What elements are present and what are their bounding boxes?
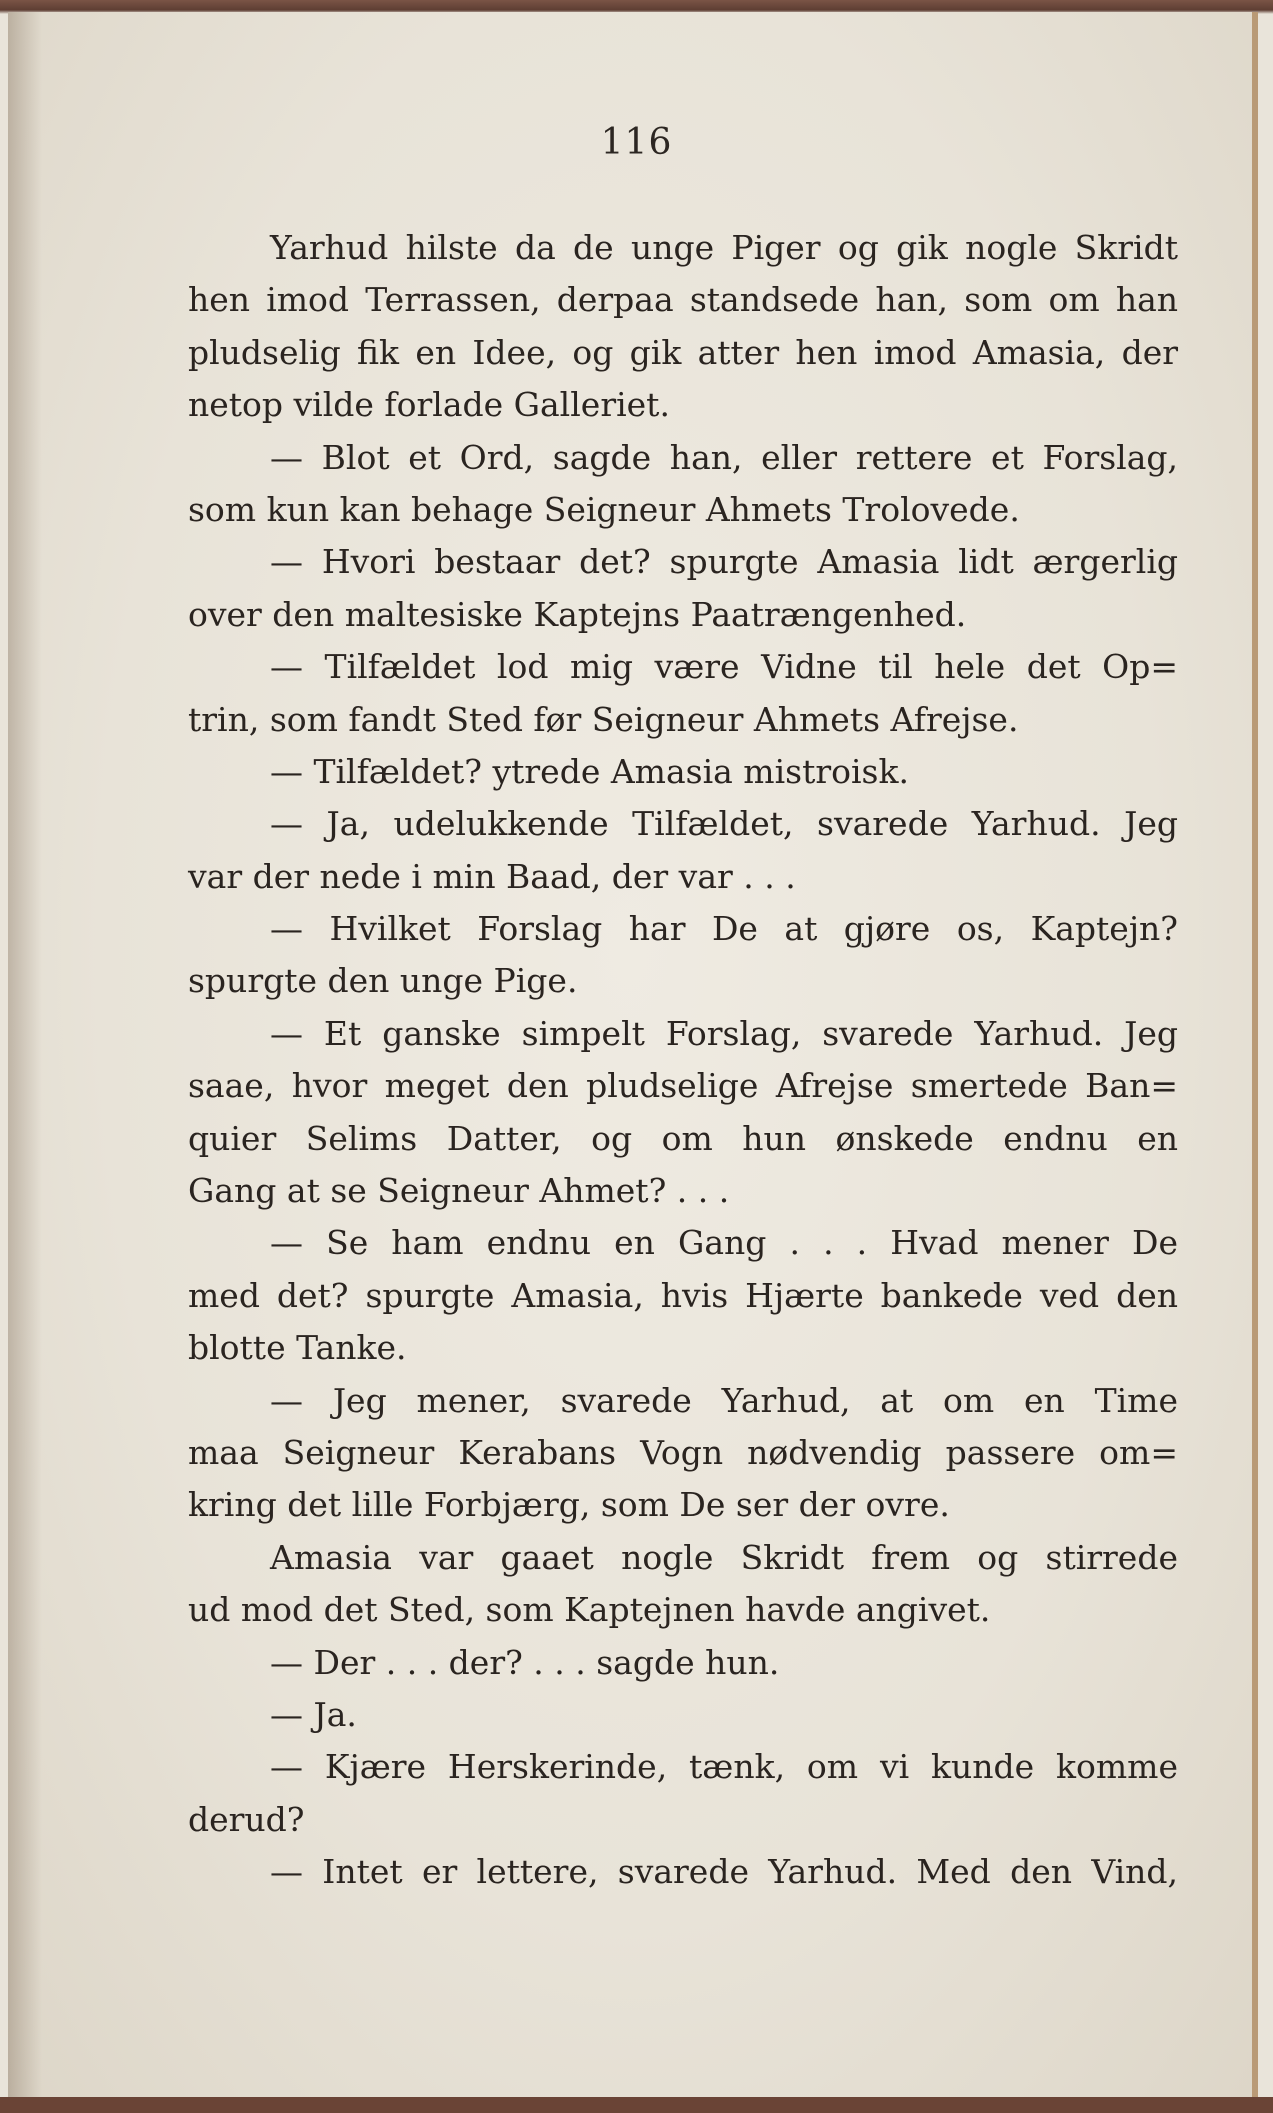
text-line: — Tilfældet? ytrede Amasia mistroisk.	[270, 751, 909, 791]
spine-shadow	[8, 12, 42, 2097]
text-line: — Ja.	[270, 1694, 357, 1734]
text-line: — Jeg mener, svarede Yarhud, at om en Time	[270, 1380, 1178, 1420]
text-line: — Intet er lettere, svarede Yarhud. Med den Vind,	[270, 1852, 1178, 1892]
text-line: kring det lille Forbjærg, som De ser der ovre.	[188, 1485, 950, 1525]
text-line: — Ja, udelukkende Tilfældet, svarede Yarhud. Jeg	[270, 804, 1178, 844]
text-line: derud?	[188, 1799, 305, 1839]
text-line: maa Seigneur Kerabans Vogn nødvendig passere om=	[188, 1432, 1178, 1472]
text-line: netop vilde forlade Galleriet.	[188, 385, 670, 425]
body-text	[188, 222, 1178, 1899]
text-line: ud mod det Sted, som Kaptejnen havde angivet.	[188, 1590, 991, 1630]
book-edge	[0, 2097, 1273, 2113]
text-line: quier Selims Datter, og om hun ønskede endnu en	[188, 1118, 1178, 1158]
text-line: — Hvilket Forslag har De at gjøre os, Kaptejn?	[270, 909, 1178, 949]
text-line: Gang at se Seigneur Ahmet? . . .	[188, 1171, 730, 1211]
text-line: spurgte den unge Pige.	[188, 961, 578, 1001]
text-line: — Kjære Herskerinde, tænk, om vi kunde komme	[270, 1747, 1178, 1787]
text-line: — Blot et Ord, sagde han, eller rettere et Forslag,	[270, 437, 1178, 477]
text-line: pludselig fik en Idee, og gik atter hen imod Amasia, der	[188, 332, 1178, 372]
text-line: hen imod Terrassen, derpaa standsede han, som om han	[188, 280, 1178, 320]
text-line: Amasia var gaaet nogle Skridt frem og stirrede	[270, 1537, 1178, 1577]
text-line: — Hvori bestaar det? spurgte Amasia lidt ærgerlig	[270, 542, 1178, 582]
text-line: — Der . . . der? . . . sagde hun.	[270, 1642, 780, 1682]
text-line: Yarhud hilste da de unge Piger og gik nogle Skridt	[270, 228, 1178, 267]
text-line: — Tilfældet lod mig være Vidne til hele det Op=	[270, 647, 1178, 687]
page-number: 116	[600, 122, 673, 163]
text-line: med det? spurgte Amasia, hvis Hjærte bankede ved den	[188, 1275, 1178, 1315]
text-line: — Et ganske simpelt Forslag, svarede Yarhud. Jeg	[270, 1013, 1178, 1053]
text-line: som kun kan behage Seigneur Ahmets Trolovede.	[188, 489, 1020, 529]
text-line: var der nede i min Baad, der var . . .	[188, 856, 796, 896]
text-line: saae, hvor meget den pludselige Afrejse smertede Ban=	[188, 1066, 1178, 1106]
text-line: over den maltesiske Kaptejns Paatrængenhed.	[188, 594, 967, 634]
text-line: — Se ham endnu en Gang . . . Hvad mener De	[270, 1223, 1178, 1263]
text-line: trin, som fandt Sted før Seigneur Ahmets Afrejse.	[188, 699, 1019, 739]
text-line: blotte Tanke.	[188, 1328, 407, 1368]
